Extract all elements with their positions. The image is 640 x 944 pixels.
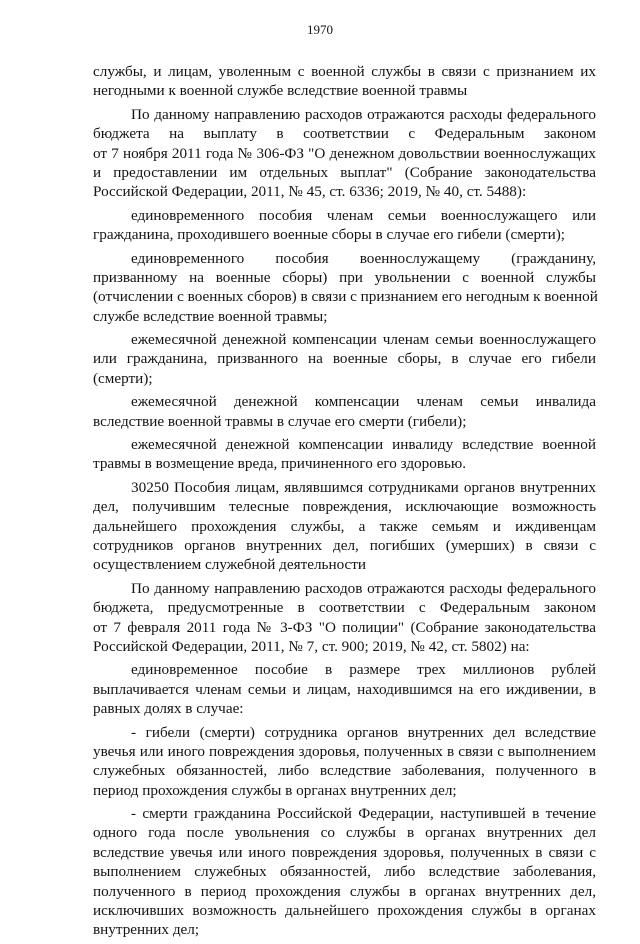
- paragraph: [93, 804, 596, 940]
- paragraph: [93, 660, 596, 718]
- text-line: Российской Федерации, 2011, № 7, ст. 900; 2019, № 42, ст. 5802) на:: [93, 637, 530, 655]
- text-line: увечья или иного повреждения здоровья, полученных в связи с выполнением: [93, 742, 596, 760]
- paragraph: [93, 249, 596, 327]
- text-line: сотрудников органов внутренних дел, погибших (умерших) в связи с: [93, 536, 596, 554]
- text-line: осуществлением служебной деятельности: [93, 556, 367, 574]
- text-line: 30250 Пособия лицам, являвшимся сотрудниками органов внутренних: [131, 478, 596, 496]
- paragraph: [93, 62, 596, 101]
- text-line: Российской Федерации, 2011, № 45, ст. 6336; 2019, № 40, ст. 5488):: [93, 183, 527, 201]
- text-line: выполнением служебных обязанностей, либо вследствие заболевания,: [93, 863, 596, 881]
- paragraph: [93, 206, 596, 245]
- text-line: дальнейшего прохождения службы, а также семьям и иждивенцам: [93, 517, 596, 535]
- text-line: (смерти);: [93, 369, 153, 387]
- paragraph: [93, 478, 596, 575]
- text-line: бюджета на выплату в соответствии с Федеральным законом: [93, 125, 596, 143]
- text-line: от 7 ноября 2011 года № 306-ФЗ "О денежном довольствии военнослужащих: [93, 144, 596, 162]
- text-line: травмы в возмещение вреда, причиненного его здоровью.: [93, 455, 467, 473]
- text-line: дел, получившим телесные повреждения, исключающие возможность: [93, 498, 596, 516]
- paragraph: [93, 330, 596, 388]
- text-line: от 7 февраля 2011 года № 3-ФЗ "О полиции" (Собрание законодательства: [93, 618, 596, 636]
- text-line: период прохождения службы в органах внутренних дел;: [93, 781, 457, 799]
- text-line: ежемесячной денежной компенсации членам семьи инвалида: [131, 393, 596, 411]
- page-number: 1970: [307, 22, 333, 37]
- text-line: внутренних дел;: [93, 921, 200, 939]
- paragraph: [93, 392, 596, 431]
- text-line: равных долях в случае:: [93, 700, 244, 718]
- text-line: негодными к военной службе вследствие военной травмы: [93, 82, 468, 100]
- text-line: одного года после увольнения со службы в органах внутренних дел: [93, 824, 596, 842]
- text-line: - смерти гражданина Российской Федерации, наступившей в течение: [131, 805, 596, 823]
- text-line: бюджета, предусмотренные в соответствии с Федеральным законом: [93, 599, 596, 617]
- text-line: гражданина, проходившего военные сборы в случае его гибели (смерти);: [93, 226, 565, 244]
- text-line: службе вследствие военной травмы;: [93, 307, 328, 325]
- text-line: единовременного пособия военнослужащему (гражданину,: [131, 249, 596, 267]
- text-line: полученного в период прохождения службы в органах внутренних дел,: [93, 882, 596, 900]
- paragraph: [93, 435, 596, 474]
- paragraph: [93, 723, 596, 801]
- text-line: По данному направлению расходов отражаются расходы федерального: [131, 105, 596, 123]
- text-line: ежемесячной денежной компенсации членам семьи военнослужащего: [131, 331, 596, 349]
- paragraph: [93, 579, 596, 657]
- text-line: службы, и лицам, уволенным с военной службы в связи с признанием их: [93, 63, 596, 80]
- text-line: вследствие увечья или иного повреждения здоровья, полученных в связи с: [93, 843, 596, 861]
- text-line: служебных обязанностей, либо вследствие заболевания, полученного в: [93, 762, 596, 780]
- text-line: исключивших возможность дальнейшего прохождения службы в органах: [93, 902, 596, 920]
- text-line: и предоставлении им отдельных выплат" (Собрание законодательства: [93, 163, 596, 181]
- text-line: призванному на военные сборы) при увольнении с военной службы: [93, 268, 596, 286]
- text-line: По данному направлению расходов отражаются расходы федерального: [131, 579, 596, 597]
- paragraph: [93, 105, 596, 202]
- text-line: вследствие военной травмы в случае его смерти (гибели);: [93, 412, 467, 430]
- text-line: (отчислении с военных сборов) в связи с признанием его негодным к военной: [93, 288, 598, 306]
- text-line: единовременное пособие в размере трех миллионов рублей: [131, 661, 596, 679]
- text-line: выплачивается членам семьи и лицам, находившимся на его иждивении, в: [93, 680, 596, 698]
- text-line: единовременного пособия членам семьи военнослужащего или: [131, 206, 596, 224]
- text-line: - гибели (смерти) сотрудника органов внутренних дел вследствие: [131, 723, 596, 741]
- text-line: ежемесячной денежной компенсации инвалиду вследствие военной: [131, 436, 596, 454]
- document-body: [93, 62, 596, 944]
- text-line: или гражданина, призванного на военные сборы, в случае его гибели: [93, 350, 596, 368]
